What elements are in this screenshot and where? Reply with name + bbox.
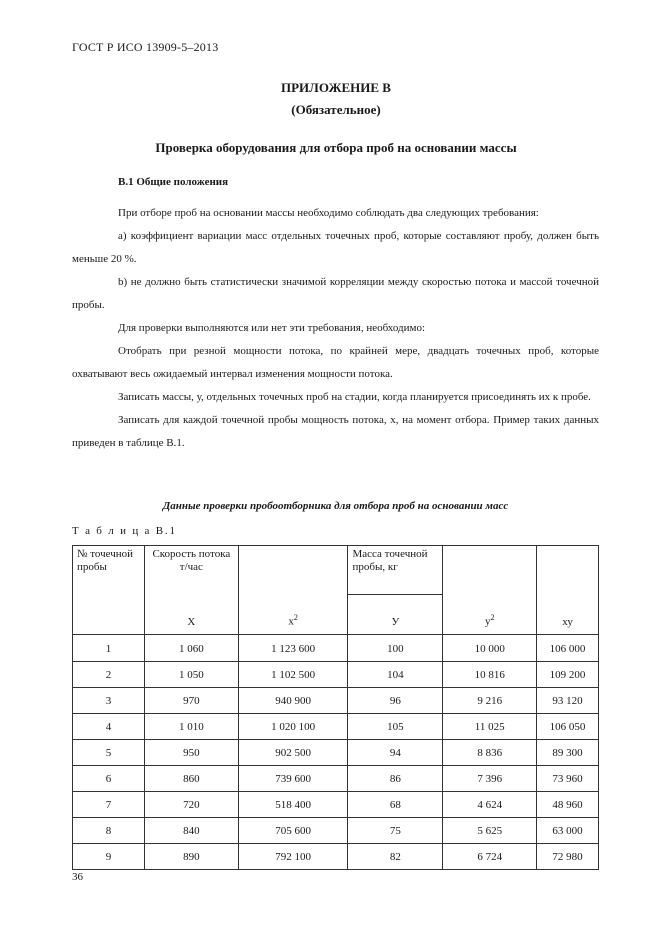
table-cell: 7 396 [443,766,537,792]
table-cell: 11 025 [443,714,537,740]
table-row [73,662,599,688]
table-cell: 7 [73,792,145,818]
table-cell: 902 500 [238,740,348,766]
header-sample-number [73,546,145,635]
header-symbol-xy: ху [537,595,599,635]
table-label: Т а б л и ц а В.1 [72,525,177,537]
table-cell: 106 000 [537,635,599,662]
table-cell: 68 [348,792,443,818]
table-cell: 75 [348,818,443,844]
table-row [73,740,599,766]
table-cell: 104 [348,662,443,688]
table-cell: 940 900 [238,688,348,714]
appendix-subtitle: (Обязательное) [291,102,381,117]
table-cell: 4 [73,714,145,740]
appendix-title: ПРИЛОЖЕНИЕ В [281,80,391,95]
table-cell: 9 216 [443,688,537,714]
table-cell: 100 [348,635,443,662]
table-cell: 10 816 [443,662,537,688]
header-symbol-y: У [348,595,443,635]
table-cell: 72 980 [537,844,599,870]
table-cell: 1 [73,635,145,662]
table-cell: 93 120 [537,688,599,714]
table-cell: 5 [73,740,145,766]
appendix-heading: Проверка оборудования для отбора проб на основании массы [155,140,517,155]
table-cell: 63 000 [537,818,599,844]
table-cell: 890 [144,844,238,870]
table-cell: 2 [73,662,145,688]
header-blank [537,546,599,595]
table-cell: 8 836 [443,740,537,766]
table-cell: 1 102 500 [238,662,348,688]
table-cell: 705 600 [238,818,348,844]
table-cell: 9 [73,844,145,870]
section-title: В.1 Общие положения [118,176,229,188]
table-row [73,635,599,662]
table-cell: 950 [144,740,238,766]
table-cell: 73 960 [537,766,599,792]
table-cell: 792 100 [238,844,348,870]
table-cell: 739 600 [238,766,348,792]
table-cell: 1 020 100 [238,714,348,740]
paragraph: Записать массы, у, отдельных точечных проб на стадии, когда планируется присоединять их к пробе. [118,391,591,403]
header-blank [443,546,537,595]
paragraph: b) не должно быть статистически значимой корреляции между скоростью потока и массой точечной пробы. [72,276,599,311]
paragraph: При отборе проб на основании массы необходимо соблюдать два следующих требования: [118,207,539,219]
table-cell: 96 [348,688,443,714]
table-caption: Данные проверки пробоотборника для отбора проб на основании масс [162,500,509,512]
paragraph: Для проверки выполняются или нет эти требования, необходимо: [118,322,426,334]
table-row [73,818,599,844]
page-number: 36 [72,871,83,883]
symbol-exponent: 2 [490,613,495,623]
table-cell: 970 [144,688,238,714]
table-row [73,688,599,714]
data-table [72,545,599,870]
table-cell: 6 [73,766,145,792]
table-cell: 3 [73,688,145,714]
table-cell: 1 123 600 [238,635,348,662]
table-cell: 86 [348,766,443,792]
paragraph: Отобрать при резной мощности потока, по крайней мере, двадцать точечных проб, которые охватывают весь ожидаемый интервал изменения мощности потока. [72,345,599,380]
document-header: ГОСТ Р ИСО 13909-5–2013 [72,40,219,54]
table-cell: 10 000 [443,635,537,662]
table-cell: 4 624 [443,792,537,818]
table-cell: 860 [144,766,238,792]
paragraph: Записать для каждой точечной пробы мощность потока, х, на момент отбора. Пример таких данных приведен в таблице В.1. [72,414,599,449]
header-mass [348,546,443,595]
section-body [72,202,599,455]
table-cell: 840 [144,818,238,844]
table-row [73,844,599,870]
table-cell: 106 050 [537,714,599,740]
header-flow-rate [144,546,238,595]
table-cell: 720 [144,792,238,818]
table-cell: 1 010 [144,714,238,740]
table-cell: 82 [348,844,443,870]
symbol-exponent: 2 [293,613,298,623]
table-cell: 94 [348,740,443,766]
header-text: Скорость потока т/час [152,548,231,573]
header-blank [238,546,348,595]
table-row [73,792,599,818]
table-cell: 1 060 [144,635,238,662]
table-cell: 1 050 [144,662,238,688]
table-body [73,635,599,870]
header-symbol-x2 [238,595,348,635]
paragraph: а) коэффициент вариации масс отдельных точечных проб, которые составляют пробу, должен быть меньше 20 %. [72,230,599,265]
table-cell: 6 724 [443,844,537,870]
symbol-base: х [288,616,294,628]
table-cell: 8 [73,818,145,844]
table-cell: 105 [348,714,443,740]
table-cell: 89 300 [537,740,599,766]
header-text: Масса точечной пробы, кг [352,548,428,573]
table-cell: 5 625 [443,818,537,844]
symbol-base: у [484,616,491,628]
header-text: № точечной пробы [77,548,134,573]
header-symbol-x: Х [144,595,238,635]
header-symbol-y2 [443,595,537,635]
table-row [73,766,599,792]
table-cell: 518 400 [238,792,348,818]
table-cell: 48 960 [537,792,599,818]
table-row [73,714,599,740]
table-cell: 109 200 [537,662,599,688]
